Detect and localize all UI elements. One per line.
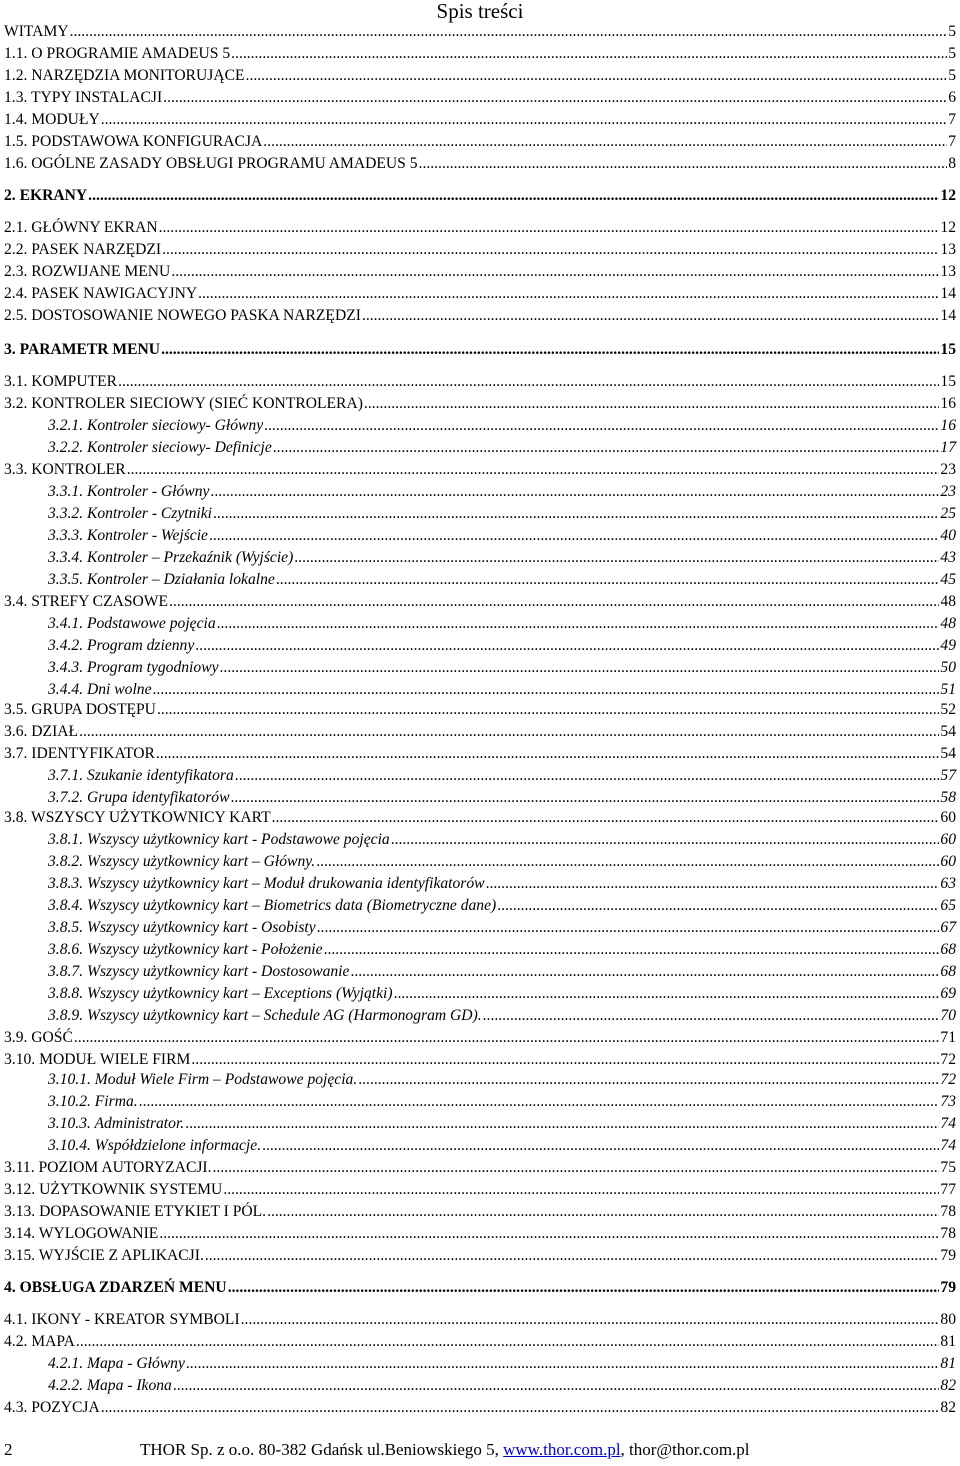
toc-entry[interactable] bbox=[48, 1114, 956, 1134]
footer-page-number: 2 bbox=[4, 1440, 13, 1459]
toc-entry-page: 15 bbox=[940, 341, 956, 358]
toc-dot-leader bbox=[171, 262, 939, 282]
toc-entry-page: 13 bbox=[940, 263, 956, 280]
toc-dot-leader bbox=[191, 1050, 939, 1070]
toc-entry[interactable] bbox=[4, 394, 956, 414]
toc-entry-label: 3.5. GRUPA DOSTĘPU bbox=[4, 701, 156, 718]
toc-entry-page: 13 bbox=[940, 241, 956, 258]
toc-entry-label: 3.8.9. Wszyscy użytkownicy kart – Schedule AG (Harmonogram GD). bbox=[48, 1007, 482, 1024]
toc-dot-leader bbox=[364, 394, 939, 414]
toc-entry[interactable] bbox=[4, 1028, 956, 1048]
toc-dot-leader bbox=[276, 570, 940, 590]
toc-entry-page: 23 bbox=[940, 461, 956, 478]
toc-entry-page: 70 bbox=[940, 1007, 956, 1024]
toc-entry[interactable] bbox=[4, 132, 956, 152]
toc-dot-leader bbox=[228, 1278, 940, 1298]
toc-dot-leader bbox=[88, 186, 939, 206]
toc-entry[interactable] bbox=[48, 636, 956, 656]
toc-entry[interactable] bbox=[4, 1158, 956, 1178]
toc-dot-leader bbox=[101, 110, 947, 130]
toc-entry-page: 71 bbox=[940, 1029, 956, 1046]
toc-entry-label: 3.7.2. Grupa identyfikatorów bbox=[48, 789, 230, 806]
toc-dot-leader bbox=[159, 218, 940, 238]
toc-entry[interactable] bbox=[4, 592, 956, 612]
toc-entry-label: 3.8.1. Wszyscy użytkownicy kart - Podstawowe pojęcia bbox=[48, 831, 390, 848]
toc-entry-page: 75 bbox=[940, 1159, 956, 1176]
toc-dot-leader bbox=[156, 744, 940, 764]
toc-dot-leader bbox=[198, 284, 939, 304]
toc-entry-page: 74 bbox=[940, 1115, 956, 1132]
toc-entry-label: 3.8.7. Wszyscy użytkownicy kart - Dostosowanie bbox=[48, 963, 350, 980]
toc-entry[interactable] bbox=[4, 372, 956, 392]
toc-entry-label: 4.2.1. Mapa - Główny bbox=[48, 1355, 185, 1372]
toc-dot-leader bbox=[241, 1310, 940, 1330]
toc-entry[interactable] bbox=[48, 680, 956, 700]
toc-entry-page: 58 bbox=[940, 789, 956, 806]
toc-entry-page: 43 bbox=[940, 549, 956, 566]
toc-entry[interactable] bbox=[48, 766, 956, 786]
toc-dot-leader bbox=[235, 766, 940, 786]
toc-dot-leader bbox=[173, 1376, 940, 1396]
toc-entry-label: 3.4.1. Podstawowe pojęcia bbox=[48, 615, 216, 632]
toc-dot-leader bbox=[220, 658, 940, 678]
toc-entry[interactable] bbox=[48, 940, 956, 960]
toc-dot-leader bbox=[391, 830, 940, 850]
toc-entry-page: 82 bbox=[940, 1399, 956, 1416]
toc-entry-label: 3.10.4. Współdzielone informacje. bbox=[48, 1137, 262, 1154]
toc-dot-leader bbox=[294, 548, 939, 568]
toc-entry[interactable] bbox=[48, 984, 956, 1004]
toc-entry-page: 14 bbox=[940, 307, 956, 324]
toc-entry-page: 81 bbox=[940, 1355, 956, 1372]
toc-entry-label: 3.13. DOPASOWANIE ETYKIET I PÓL. bbox=[4, 1203, 267, 1220]
toc-entry[interactable] bbox=[48, 852, 956, 872]
toc-entry-label: 1.2. NARZĘDZIA MONITORUJĄCE bbox=[4, 67, 245, 84]
toc-dot-leader bbox=[324, 940, 940, 960]
toc-entry-page: 73 bbox=[940, 1093, 956, 1110]
toc-entry-label: 4.2. MAPA bbox=[4, 1333, 75, 1350]
toc-dot-leader bbox=[316, 852, 939, 872]
toc-entry-page: 78 bbox=[940, 1203, 956, 1220]
toc-entry[interactable] bbox=[48, 918, 956, 938]
toc-entry[interactable] bbox=[48, 504, 956, 524]
toc-entry-page: 48 bbox=[940, 615, 956, 632]
toc-entry-page: 40 bbox=[940, 527, 956, 544]
toc-dot-leader bbox=[263, 132, 947, 152]
toc-entry[interactable] bbox=[4, 1050, 956, 1070]
toc-dot-leader bbox=[264, 416, 939, 436]
footer-contact bbox=[140, 1440, 750, 1460]
toc-entry-page: 50 bbox=[940, 659, 956, 676]
toc-dot-leader bbox=[161, 340, 939, 360]
toc-entry[interactable] bbox=[48, 1354, 956, 1374]
toc-dot-leader bbox=[195, 636, 939, 656]
toc-entry-page: 77 bbox=[940, 1181, 956, 1198]
toc-entry[interactable] bbox=[4, 1202, 956, 1222]
toc-entry-label: 1.4. MODUŁY bbox=[4, 111, 100, 128]
toc-dot-leader bbox=[127, 460, 940, 480]
toc-entry-label: 2.1. GŁÓWNY EKRAN bbox=[4, 219, 158, 236]
toc-entry[interactable] bbox=[4, 110, 956, 130]
toc-entry[interactable] bbox=[48, 1070, 956, 1090]
toc-entry-page: 12 bbox=[940, 187, 956, 204]
toc-dot-leader bbox=[272, 808, 940, 828]
toc-entry-label: 3.7. IDENTYFIKATOR bbox=[4, 745, 155, 762]
toc-entry[interactable] bbox=[48, 548, 956, 568]
toc-entry-page: 69 bbox=[940, 985, 956, 1002]
toc-dot-leader bbox=[262, 1136, 939, 1156]
toc-dot-leader bbox=[101, 1398, 940, 1418]
toc-dot-leader bbox=[246, 66, 948, 86]
toc-entry-page: 14 bbox=[940, 285, 956, 302]
toc-entry[interactable] bbox=[48, 896, 956, 916]
toc-entry-label: WITAMY bbox=[4, 23, 69, 40]
toc-entry[interactable] bbox=[48, 962, 956, 982]
toc-entry[interactable] bbox=[4, 66, 956, 86]
toc-dot-leader bbox=[213, 1158, 940, 1178]
toc-dot-leader bbox=[317, 918, 940, 938]
toc-entry-label: 3.10.2. Firma. bbox=[48, 1093, 138, 1110]
toc-dot-leader bbox=[162, 240, 939, 260]
toc-entry[interactable] bbox=[48, 1006, 956, 1026]
toc-entry-page: 72 bbox=[940, 1071, 956, 1088]
toc-entry-page: 79 bbox=[940, 1247, 956, 1264]
toc-entry[interactable] bbox=[4, 808, 956, 828]
toc-entry-label: 3.8.8. Wszyscy użytkownicy kart – Exceptions (Wyjątki) bbox=[48, 985, 393, 1002]
toc-entry[interactable] bbox=[4, 1180, 956, 1200]
toc-entry[interactable] bbox=[4, 340, 956, 360]
page-title: Spis treści bbox=[436, 0, 524, 23]
toc-entry[interactable] bbox=[4, 744, 956, 764]
toc-entry-label: 3.3.2. Kontroler - Czytniki bbox=[48, 505, 213, 522]
toc-dot-leader bbox=[118, 372, 939, 392]
toc-entry-page: 16 bbox=[940, 417, 956, 434]
toc-entry-label: 3.6. DZIAŁ bbox=[4, 723, 79, 740]
toc-entry-label: 3.2.2. Kontroler sieciowy- Definicje bbox=[48, 439, 272, 456]
footer-company: THOR Sp. z o.o. 80-382 Gdańsk ul.Beniowskiego 5, bbox=[140, 1440, 504, 1459]
toc-entry-page: 63 bbox=[940, 875, 956, 892]
toc-dot-leader bbox=[210, 482, 939, 502]
toc-entry-page: 15 bbox=[940, 373, 956, 390]
toc-entry[interactable] bbox=[4, 722, 956, 742]
toc-dot-leader bbox=[209, 526, 939, 546]
toc-entry-page: 54 bbox=[940, 745, 956, 762]
toc-dot-leader bbox=[419, 154, 948, 174]
toc-entry-page: 67 bbox=[940, 919, 956, 936]
toc-dot-leader bbox=[497, 896, 939, 916]
toc-entry-page: 45 bbox=[940, 571, 956, 588]
toc-entry-page: 5 bbox=[948, 45, 956, 62]
toc-dot-leader bbox=[159, 1224, 939, 1244]
toc-dot-leader bbox=[217, 614, 940, 634]
toc-entry-label: 3.4. STREFY CZASOWE bbox=[4, 593, 169, 610]
toc-dot-leader bbox=[169, 592, 939, 612]
toc-entry-label: 2.2. PASEK NARZĘDZI bbox=[4, 241, 162, 258]
toc-entry-label: 3.9. GOŚĆ bbox=[4, 1029, 73, 1046]
toc-entry[interactable] bbox=[4, 22, 956, 42]
toc-entry-label: 3.8.2. Wszyscy użytkownicy kart – Główny. bbox=[48, 853, 316, 870]
toc-entry[interactable] bbox=[4, 1398, 956, 1418]
toc-entry[interactable] bbox=[4, 154, 956, 174]
toc-dot-leader bbox=[139, 1092, 940, 1112]
toc-entry[interactable] bbox=[4, 88, 956, 108]
toc-entry-label: 1.3. TYPY INSTALACJI bbox=[4, 89, 163, 106]
toc-entry-label: 3.3. KONTROLER bbox=[4, 461, 126, 478]
toc-entry-page: 65 bbox=[940, 897, 956, 914]
toc-entry-page: 17 bbox=[940, 439, 956, 456]
toc-dot-leader bbox=[483, 1006, 940, 1026]
toc-entry-page: 5 bbox=[948, 67, 956, 84]
toc-entry-label: 3.8.5. Wszyscy użytkownicy kart - Osobisty bbox=[48, 919, 316, 936]
toc-entry-page: 49 bbox=[940, 637, 956, 654]
toc-entry-label: 4.2.2. Mapa - Ikona bbox=[48, 1377, 172, 1394]
toc-entry[interactable] bbox=[4, 240, 956, 260]
toc-entry-label: 3.3.4. Kontroler – Przekaźnik (Wyjście) bbox=[48, 549, 294, 566]
toc-entry[interactable] bbox=[4, 284, 956, 304]
toc-dot-leader bbox=[163, 88, 947, 108]
toc-entry-label: 3.12. UŻYTKOWNIK SYSTEMU bbox=[4, 1181, 223, 1198]
toc-entry-page: 78 bbox=[940, 1225, 956, 1242]
toc-dot-leader bbox=[79, 722, 939, 742]
toc-entry-page: 52 bbox=[940, 701, 956, 718]
toc-entry-page: 68 bbox=[940, 963, 956, 980]
toc-entry-page: 80 bbox=[940, 1311, 956, 1328]
toc-entry-page: 68 bbox=[940, 941, 956, 958]
toc-entry[interactable] bbox=[48, 526, 956, 546]
toc-entry-page: 79 bbox=[940, 1279, 956, 1296]
toc-entry-page: 72 bbox=[940, 1051, 956, 1068]
toc-entry-page: 57 bbox=[940, 767, 956, 784]
toc-dot-leader bbox=[223, 1180, 939, 1200]
toc-entry-page: 5 bbox=[948, 23, 956, 40]
toc-entry-page: 7 bbox=[948, 111, 956, 128]
toc-entry-label: 3.10. MODUŁ WIELE FIRM bbox=[4, 1051, 191, 1068]
toc-dot-leader bbox=[230, 788, 939, 808]
toc-entry-label: 3.8.6. Wszyscy użytkownicy kart - Położenie bbox=[48, 941, 323, 958]
toc-entry-label: 4.1. IKONY - KREATOR SYMBOLI bbox=[4, 1311, 240, 1328]
toc-entry[interactable] bbox=[4, 1332, 956, 1352]
toc-entry-label: 3.15. WYJŚCIE Z APLIKACJI. bbox=[4, 1247, 204, 1264]
toc-dot-leader bbox=[486, 874, 940, 894]
toc-entry[interactable] bbox=[4, 1246, 956, 1266]
toc-dot-leader bbox=[231, 44, 947, 64]
toc-entry[interactable] bbox=[48, 1092, 956, 1112]
toc-dot-leader bbox=[362, 306, 939, 326]
toc-entry[interactable] bbox=[4, 1310, 956, 1330]
toc-entry[interactable] bbox=[48, 788, 956, 808]
toc-entry-label: 3.3.1. Kontroler - Główny bbox=[48, 483, 210, 500]
toc-entry-page: 60 bbox=[940, 809, 956, 826]
toc-entry[interactable] bbox=[4, 44, 956, 64]
toc-entry-label: 3.8. WSZYSCY UŻYTKOWNICY KART bbox=[4, 809, 271, 826]
toc-entry-page: 25 bbox=[940, 505, 956, 522]
toc-entry-page: 23 bbox=[940, 483, 956, 500]
toc-entry-label: 3.8.4. Wszyscy użytkownicy kart – Biometrics data (Biometryczne dane) bbox=[48, 897, 497, 914]
toc-entry-page: 54 bbox=[940, 723, 956, 740]
toc-dot-leader bbox=[186, 1354, 940, 1374]
toc-entry[interactable] bbox=[4, 700, 956, 720]
toc-entry-label: 3.10.3. Administrator. bbox=[48, 1115, 185, 1132]
toc-entry[interactable] bbox=[48, 482, 956, 502]
toc-entry-label: 3.3.3. Kontroler - Wejście bbox=[48, 527, 208, 544]
toc-entry[interactable] bbox=[48, 570, 956, 590]
toc-entry[interactable] bbox=[4, 1224, 956, 1244]
toc-entry[interactable] bbox=[48, 658, 956, 678]
toc-dot-leader bbox=[267, 1202, 939, 1222]
toc-entry-page: 8 bbox=[948, 155, 956, 172]
toc-entry-label: 1.5. PODSTAWOWA KONFIGURACJA bbox=[4, 133, 263, 150]
toc-entry-label: 3.3.5. Kontroler – Działania lokalne bbox=[48, 571, 275, 588]
toc-entry-page: 60 bbox=[940, 831, 956, 848]
toc-dot-leader bbox=[76, 1332, 939, 1352]
toc-entry[interactable] bbox=[4, 306, 956, 326]
toc-entry[interactable] bbox=[48, 1376, 956, 1396]
toc-entry-page: 82 bbox=[940, 1377, 956, 1394]
toc-entry-page: 60 bbox=[940, 853, 956, 870]
toc-entry-page: 16 bbox=[940, 395, 956, 412]
toc-dot-leader bbox=[153, 680, 940, 700]
toc-dot-leader bbox=[205, 1246, 940, 1266]
toc-dot-leader bbox=[350, 962, 939, 982]
toc-entry[interactable] bbox=[4, 1278, 956, 1298]
toc-entry-page: 81 bbox=[940, 1333, 956, 1350]
toc-entry-page: 12 bbox=[940, 219, 956, 236]
toc-entry-label: 3.4.2. Program dzienny bbox=[48, 637, 195, 654]
toc-entry[interactable] bbox=[4, 218, 956, 238]
toc-entry[interactable] bbox=[48, 874, 956, 894]
toc-entry-label: 2.3. ROZWIJANE MENU bbox=[4, 263, 171, 280]
toc-entry[interactable] bbox=[4, 460, 956, 480]
footer-email: , thor@thor.com.pl bbox=[620, 1440, 750, 1459]
toc-entry-label: 3.14. WYLOGOWANIE bbox=[4, 1225, 159, 1242]
toc-entry-label: 3.11. POZIOM AUTORYZACJI. bbox=[4, 1159, 212, 1176]
toc-entry-label: 2.4. PASEK NAWIGACYJNY bbox=[4, 285, 198, 302]
toc-entry-page: 7 bbox=[948, 133, 956, 150]
footer-website-link[interactable]: www.thor.com.pl bbox=[503, 1440, 621, 1459]
toc-entry[interactable] bbox=[4, 262, 956, 282]
toc-dot-leader bbox=[213, 504, 939, 524]
toc-dot-leader bbox=[70, 22, 948, 42]
toc-entry-label: 4. OBSŁUGA ZDARZEŃ MENU bbox=[4, 1279, 227, 1296]
toc-entry-label: 3.8.3. Wszyscy użytkownicy kart – Moduł drukowania identyfikatorów bbox=[48, 875, 485, 892]
toc-entry-label: 2.5. DOSTOSOWANIE NOWEGO PASKA NARZĘDZI bbox=[4, 307, 361, 324]
toc-dot-leader bbox=[358, 1070, 939, 1090]
toc-entry-label: 3.7.1. Szukanie identyfikatora bbox=[48, 767, 234, 784]
toc-entry-label: 1.6. OGÓLNE ZASADY OBSŁUGI PROGRAMU AMADEUS 5 bbox=[4, 155, 418, 172]
toc-dot-leader bbox=[185, 1114, 939, 1134]
toc-entry[interactable] bbox=[4, 186, 956, 206]
toc-dot-leader bbox=[74, 1028, 940, 1048]
toc-entry-page: 48 bbox=[940, 593, 956, 610]
toc-entry-label: 2. EKRANY bbox=[4, 187, 88, 204]
toc-entry-label: 3.1. KOMPUTER bbox=[4, 373, 118, 390]
toc-entry-label: 4.3. POZYCJA bbox=[4, 1399, 100, 1416]
toc-entry-page: 6 bbox=[948, 89, 956, 106]
toc-dot-leader bbox=[157, 700, 939, 720]
toc-dot-leader bbox=[273, 438, 940, 458]
toc-entry-label: 3.4.3. Program tygodniowy bbox=[48, 659, 219, 676]
toc-entry[interactable] bbox=[48, 416, 956, 436]
toc-entry-label: 3.2.1. Kontroler sieciowy- Główny bbox=[48, 417, 264, 434]
toc-entry-label: 1.1. O PROGRAMIE AMADEUS 5 bbox=[4, 45, 231, 62]
toc-entry[interactable] bbox=[48, 614, 956, 634]
toc-entry[interactable] bbox=[48, 830, 956, 850]
toc-entry-label: 3.2. KONTROLER SIECIOWY (SIEĆ KONTROLERA) bbox=[4, 395, 363, 412]
toc-entry-page: 51 bbox=[940, 681, 956, 698]
toc-dot-leader bbox=[394, 984, 940, 1004]
toc-entry[interactable] bbox=[48, 1136, 956, 1156]
toc-entry-page: 74 bbox=[940, 1137, 956, 1154]
toc-entry-label: 3.4.4. Dni wolne bbox=[48, 681, 152, 698]
toc-entry-label: 3.10.1. Moduł Wiele Firm – Podstawowe pojęcia. bbox=[48, 1071, 358, 1088]
toc-entry-label: 3. PARAMETR MENU bbox=[4, 341, 161, 358]
toc-entry[interactable] bbox=[48, 438, 956, 458]
